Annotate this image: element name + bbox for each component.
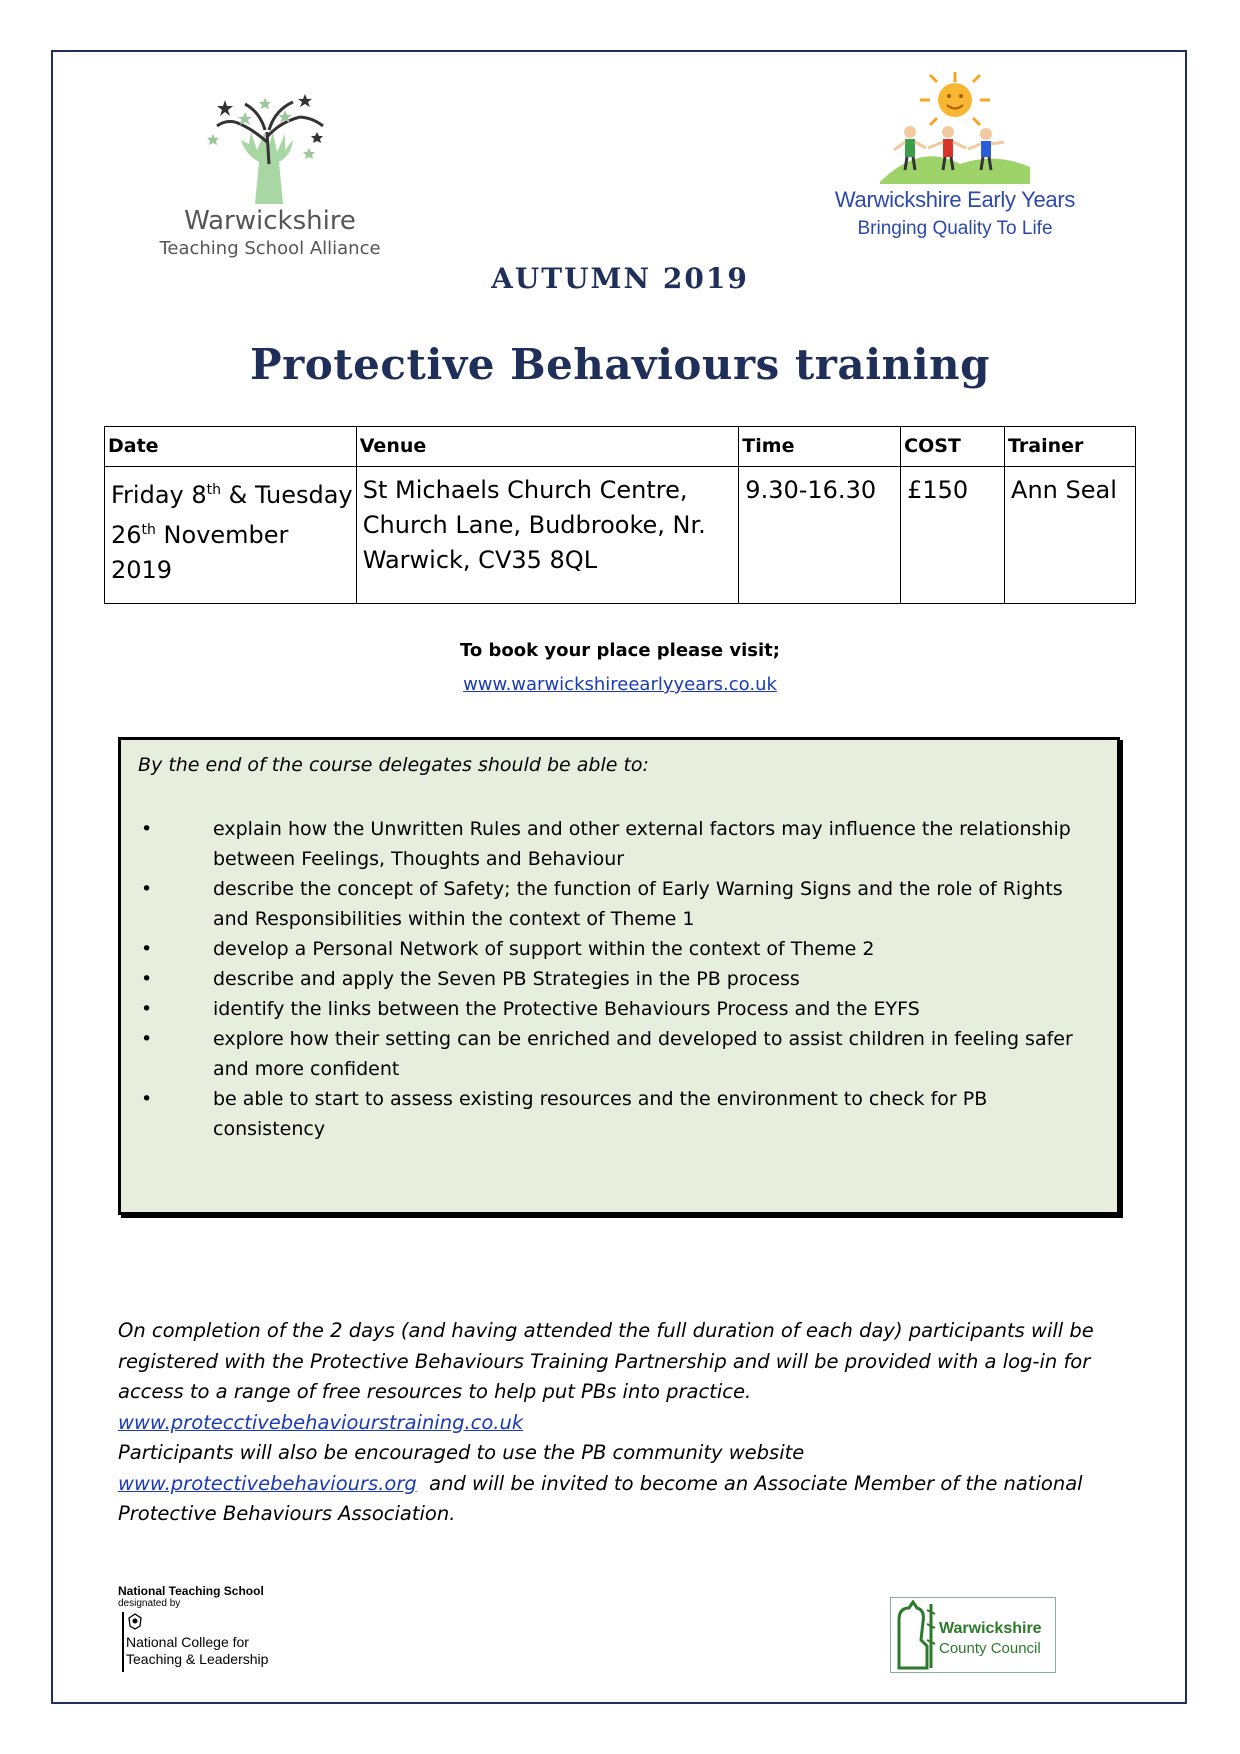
teaching-school-alliance-logo xyxy=(150,92,390,267)
bullet-icon: • xyxy=(141,1028,153,1050)
list-item-text: be able to start to assess existing resources and the environment to check for PB consistency xyxy=(213,1088,988,1140)
list-item-text: explain how the Unwritten Rules and other external factors may influence the relationship between Feelings, Thoughts and Behaviour xyxy=(213,818,1071,870)
date-part: November 2019 xyxy=(111,521,289,584)
completion-info xyxy=(118,1316,1138,1530)
header-trainer: Trainer xyxy=(1005,427,1136,467)
header-venue: Venue xyxy=(356,427,739,467)
ntsc-teaching: Teaching & Leadership xyxy=(126,1651,269,1667)
learning-outcomes-box xyxy=(118,737,1120,1215)
course-details-table xyxy=(104,426,1136,604)
early-years-logo xyxy=(820,72,1090,247)
county-council-logo xyxy=(890,1597,1056,1673)
sun-children-icon xyxy=(880,72,1030,187)
ntsc-designated: designated by xyxy=(118,1598,181,1609)
bullet-icon: • xyxy=(141,938,153,960)
list-item xyxy=(121,964,1111,994)
ntsc-title: National Teaching School xyxy=(118,1584,264,1598)
completion-paragraph: On completion of the 2 days (and having attended the full duration of each day) participants will be registered with the Protective Behaviours Training Partnership and will be provided with a log-in for access to a range of free resources to help put PBs into practice. xyxy=(118,1319,1094,1403)
association-text: and will be invited to become an Associate Member of the national Protective Behaviours Association. xyxy=(118,1471,1089,1525)
list-item xyxy=(121,1084,1111,1144)
ntsc-college: National College for xyxy=(126,1634,249,1650)
list-item-text: identify the links between the Protective Behaviours Process and the EYFS xyxy=(213,998,920,1020)
outcomes-intro: By the end of the course delegates should be able to: xyxy=(138,754,649,776)
pb-training-link[interactable]: www.protecctivebehaviourstraining.co.uk xyxy=(118,1410,524,1434)
list-item xyxy=(121,934,1111,964)
list-item xyxy=(121,1024,1111,1084)
bullet-icon: • xyxy=(141,1088,153,1110)
pb-community-link[interactable]: www.protectivebehaviours.org xyxy=(118,1471,417,1495)
table-row xyxy=(105,467,1136,604)
community-paragraph: Participants will also be encouraged to use the PB community website xyxy=(118,1441,805,1464)
cell-date xyxy=(105,467,357,604)
header-cost: COST xyxy=(901,427,1005,467)
alliance-subtitle: Teaching School Alliance xyxy=(159,238,381,259)
page-title: Protective Behaviours training xyxy=(250,340,990,389)
bullet-icon: • xyxy=(141,878,153,900)
cell-trainer: Ann Seal xyxy=(1005,467,1136,604)
county-name: Warwickshire xyxy=(939,1620,1042,1637)
bullet-icon: • xyxy=(141,998,153,1020)
booking-text: To book your place please visit; xyxy=(460,640,780,661)
date-part: & Tuesday 26 xyxy=(111,481,353,549)
bullet-icon: • xyxy=(141,968,153,990)
tree-hands-icon xyxy=(205,92,335,204)
date-ordinal: th xyxy=(206,482,222,498)
royal-crest-icon xyxy=(126,1612,144,1630)
table-header-row xyxy=(105,427,1136,467)
list-item-text: develop a Personal Network of support within the context of Theme 2 xyxy=(213,938,875,960)
season-heading: AUTUMN 2019 xyxy=(491,262,749,295)
cell-venue: St Michaels Church Centre, Church Lane, Budbrooke, Nr. Warwick, CV35 8QL xyxy=(356,467,739,604)
cell-time: 9.30-16.30 xyxy=(739,467,901,604)
national-college-logo xyxy=(118,1584,338,1676)
bullet-icon: • xyxy=(141,818,153,840)
early-years-tagline: Bringing Quality To Life xyxy=(857,218,1053,239)
county-subtitle: County Council xyxy=(939,1640,1041,1657)
cell-cost: £150 xyxy=(901,467,1005,604)
header-date: Date xyxy=(105,427,357,467)
early-years-name: Warwickshire Early Years xyxy=(834,187,1076,212)
list-item-text: explore how their setting can be enriched and developed to assist children in feeling safer and more confident xyxy=(213,1028,1073,1080)
list-item-text: describe and apply the Seven PB Strategies in the PB process xyxy=(213,968,800,990)
alliance-name: Warwickshire xyxy=(184,206,356,236)
list-item-text: describe the concept of Safety; the function of Early Warning Signs and the role of Rights and Responsibilities within the context of Theme 1 xyxy=(213,878,1063,930)
booking-link[interactable]: www.warwickshireearlyyears.co.uk xyxy=(463,674,777,695)
header-time: Time xyxy=(739,427,901,467)
list-item xyxy=(121,874,1111,934)
list-item xyxy=(121,814,1111,874)
list-item xyxy=(121,994,1111,1024)
logo-divider xyxy=(122,1612,124,1672)
outcomes-list xyxy=(121,814,1111,1144)
date-part: Friday 8 xyxy=(111,481,207,509)
bear-staff-icon xyxy=(893,1600,937,1670)
date-ordinal: th xyxy=(141,522,156,538)
